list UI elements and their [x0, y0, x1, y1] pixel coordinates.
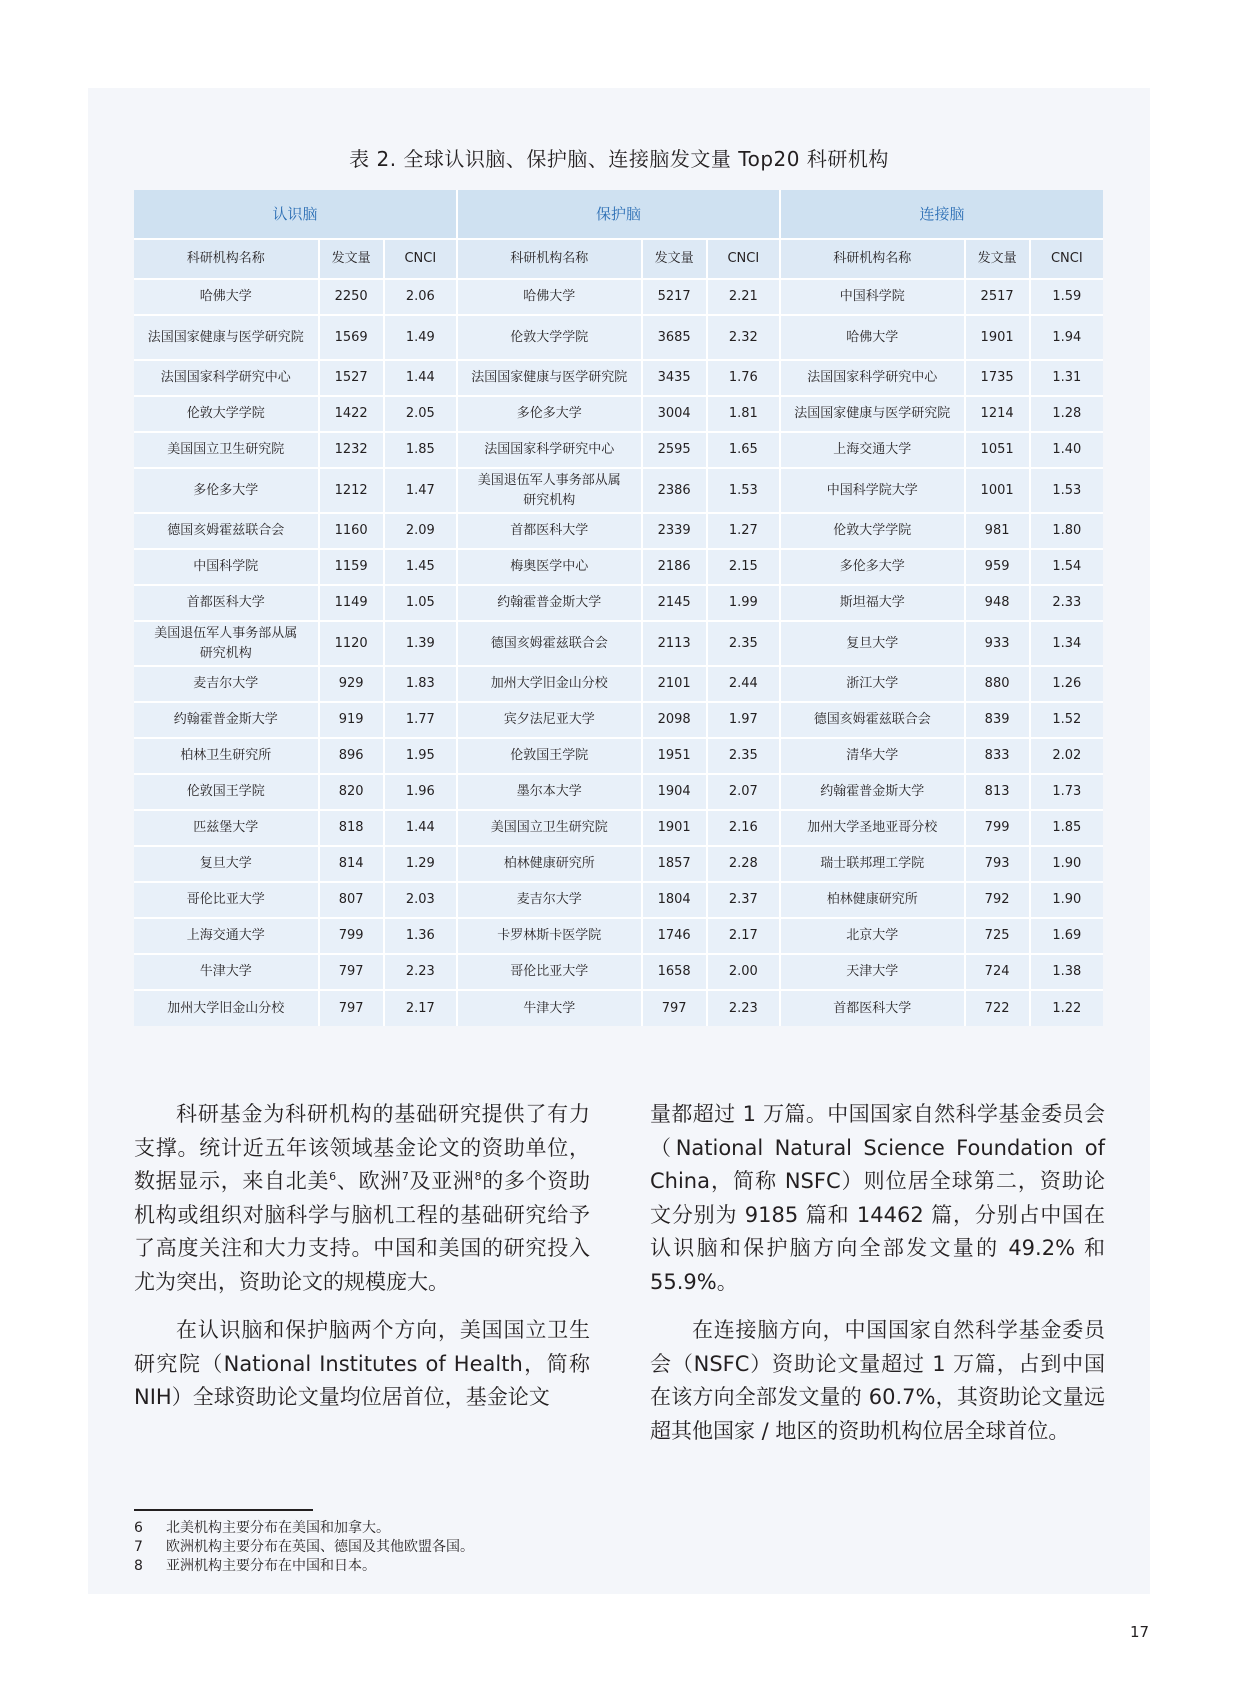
institution-cell: 首都医科大学	[134, 585, 319, 621]
count-cell: 833	[965, 738, 1030, 774]
cnci-cell: 1.44	[384, 360, 457, 396]
count-cell: 1901	[642, 810, 707, 846]
institution-cell: 美国退伍军人事务部从属 研究机构	[134, 621, 319, 666]
count-cell: 981	[965, 513, 1030, 549]
body-text-segment: 科研基金为科研机构的基础研究提供了有力支撑。统计近五年该领域基金论文的资助单位，数据显示，来自北美	[134, 1102, 590, 1193]
count-cell: 948	[965, 585, 1030, 621]
cnci-cell: 1.81	[707, 396, 780, 432]
count-cell: 1120	[319, 621, 384, 666]
institution-cell: 法国国家健康与医学研究院	[134, 315, 319, 360]
institution-cell: 伦敦大学学院	[134, 396, 319, 432]
count-cell: 1051	[965, 432, 1030, 468]
page-number: 17	[1130, 1623, 1150, 1641]
institution-cell: 法国国家健康与医学研究院	[780, 396, 965, 432]
cnci-cell: 1.69	[1030, 918, 1103, 954]
count-cell: 1214	[965, 396, 1030, 432]
institution-cell: 柏林健康研究所	[457, 846, 642, 882]
count-cell: 896	[319, 738, 384, 774]
institution-cell: 天津大学	[780, 954, 965, 990]
count-cell: 724	[965, 954, 1030, 990]
table-row	[134, 846, 1103, 882]
group-header-row	[134, 190, 1103, 239]
count-cell: 1951	[642, 738, 707, 774]
cnci-cell: 2.05	[384, 396, 457, 432]
count-cell: 2113	[642, 621, 707, 666]
institutions-table	[134, 190, 1103, 1026]
count-cell: 2386	[642, 468, 707, 513]
institution-cell: 德国亥姆霍兹联合会	[780, 702, 965, 738]
cnci-cell: 1.80	[1030, 513, 1103, 549]
cnci-cell: 1.73	[1030, 774, 1103, 810]
count-cell: 1212	[319, 468, 384, 513]
cnci-cell: 1.90	[1030, 846, 1103, 882]
institution-cell: 斯坦福大学	[780, 585, 965, 621]
count-cell: 792	[965, 882, 1030, 918]
table-title: 表 2. 全球认识脑、保护脑、连接脑发文量 Top20 科研机构	[349, 147, 889, 171]
count-cell: 1746	[642, 918, 707, 954]
count-cell: 797	[319, 990, 384, 1026]
footnote-ref-6: 6	[329, 1170, 337, 1183]
cnci-cell: 2.21	[707, 279, 780, 315]
cnci-cell: 1.96	[384, 774, 457, 810]
institution-cell: 卡罗林斯卡医学院	[457, 918, 642, 954]
cnci-cell: 2.09	[384, 513, 457, 549]
institution-cell: 多伦多大学	[780, 549, 965, 585]
institution-cell: 约翰霍普金斯大学	[457, 585, 642, 621]
count-cell: 2250	[319, 279, 384, 315]
footnote-number: 6	[134, 1520, 143, 1536]
count-cell: 799	[965, 810, 1030, 846]
column-header-count: 发文量	[319, 239, 384, 279]
institution-cell: 麦吉尔大学	[134, 666, 319, 702]
cnci-cell: 1.85	[1030, 810, 1103, 846]
count-cell: 1804	[642, 882, 707, 918]
cnci-cell: 1.05	[384, 585, 457, 621]
institution-cell: 美国国立卫生研究院	[134, 432, 319, 468]
count-cell: 1159	[319, 549, 384, 585]
cnci-cell: 1.76	[707, 360, 780, 396]
table-row	[134, 315, 1103, 360]
institution-cell: 梅奥医学中心	[457, 549, 642, 585]
cnci-cell: 1.44	[384, 810, 457, 846]
table-row	[134, 513, 1103, 549]
institution-cell: 复旦大学	[134, 846, 319, 882]
cnci-cell: 1.26	[1030, 666, 1103, 702]
cnci-cell: 1.97	[707, 702, 780, 738]
count-cell: 1160	[319, 513, 384, 549]
institution-cell: 墨尔本大学	[457, 774, 642, 810]
cnci-cell: 1.47	[384, 468, 457, 513]
table-row	[134, 468, 1103, 513]
cnci-cell: 1.53	[707, 468, 780, 513]
cnci-cell: 2.23	[384, 954, 457, 990]
institution-cell: 美国国立卫生研究院	[457, 810, 642, 846]
count-cell: 2186	[642, 549, 707, 585]
count-cell: 1904	[642, 774, 707, 810]
count-cell: 2339	[642, 513, 707, 549]
body-paragraph: 在认识脑和保护脑两个方向，美国国立卫生研究院（National Institutes of Health，简称 NIH）全球资助论文量均位居首位，基金论文	[134, 1318, 590, 1409]
table-row	[134, 810, 1103, 846]
footnote-text: 欧洲机构主要分布在英国、德国及其他欧盟各国。	[166, 1539, 474, 1555]
count-cell: 820	[319, 774, 384, 810]
institution-cell: 中国科学院大学	[780, 468, 965, 513]
column-header-institution: 科研机构名称	[457, 239, 642, 279]
institution-cell: 德国亥姆霍兹联合会	[457, 621, 642, 666]
count-cell: 919	[319, 702, 384, 738]
cnci-cell: 1.94	[1030, 315, 1103, 360]
cnci-cell: 2.17	[384, 990, 457, 1026]
institution-cell: 复旦大学	[780, 621, 965, 666]
cnci-cell: 1.40	[1030, 432, 1103, 468]
cnci-cell: 2.37	[707, 882, 780, 918]
cnci-cell: 1.83	[384, 666, 457, 702]
cnci-cell: 2.35	[707, 738, 780, 774]
footnote	[134, 1519, 834, 1538]
count-cell: 799	[319, 918, 384, 954]
institution-cell: 哈佛大学	[780, 315, 965, 360]
column-header-count: 发文量	[965, 239, 1030, 279]
column-header-cnci: CNCI	[384, 239, 457, 279]
cnci-cell: 1.22	[1030, 990, 1103, 1026]
institution-cell: 加州大学旧金山分校	[134, 990, 319, 1026]
group-header-cognition: 认识脑	[134, 190, 457, 239]
cnci-cell: 2.23	[707, 990, 780, 1026]
cnci-cell: 1.34	[1030, 621, 1103, 666]
cnci-cell: 1.90	[1030, 882, 1103, 918]
institution-cell: 柏林健康研究所	[780, 882, 965, 918]
institution-cell: 伦敦国王学院	[134, 774, 319, 810]
table-row	[134, 702, 1103, 738]
table-row	[134, 738, 1103, 774]
cnci-cell: 2.15	[707, 549, 780, 585]
count-cell: 933	[965, 621, 1030, 666]
institution-cell: 德国亥姆霍兹联合会	[134, 513, 319, 549]
institution-cell: 瑞士联邦理工学院	[780, 846, 965, 882]
cnci-cell: 2.03	[384, 882, 457, 918]
institution-cell: 哥伦比亚大学	[134, 882, 319, 918]
body-paragraph: 在连接脑方向，中国国家自然科学基金委员会（NSFC）资助论文量超过 1 万篇，占到中国在该方向全部发文量的 60.7%，其资助论文量远超其他国家 / 地区的资助机构位居全球首位。	[650, 1318, 1105, 1443]
cnci-cell: 1.99	[707, 585, 780, 621]
group-header-connection: 连接脑	[780, 190, 1103, 239]
count-cell: 1149	[319, 585, 384, 621]
institution-cell: 多伦多大学	[457, 396, 642, 432]
institution-cell: 匹兹堡大学	[134, 810, 319, 846]
column-header-row	[134, 239, 1103, 279]
cnci-cell: 2.35	[707, 621, 780, 666]
cnci-cell: 1.59	[1030, 279, 1103, 315]
institution-cell: 北京大学	[780, 918, 965, 954]
count-cell: 813	[965, 774, 1030, 810]
count-cell: 807	[319, 882, 384, 918]
body-text-segment: 、欧洲	[336, 1169, 402, 1193]
column-header-institution: 科研机构名称	[134, 239, 319, 279]
table-row	[134, 585, 1103, 621]
column-header-institution: 科研机构名称	[780, 239, 965, 279]
count-cell: 2517	[965, 279, 1030, 315]
count-cell: 3685	[642, 315, 707, 360]
cnci-cell: 1.36	[384, 918, 457, 954]
institution-cell: 法国国家科学研究中心	[457, 432, 642, 468]
institution-cell: 哈佛大学	[457, 279, 642, 315]
count-cell: 1527	[319, 360, 384, 396]
institution-cell: 伦敦国王学院	[457, 738, 642, 774]
table-row	[134, 954, 1103, 990]
count-cell: 1569	[319, 315, 384, 360]
count-cell: 814	[319, 846, 384, 882]
footnote	[134, 1538, 834, 1557]
table-row	[134, 918, 1103, 954]
table-row	[134, 990, 1103, 1026]
table-body	[134, 279, 1103, 1026]
cnci-cell: 2.33	[1030, 585, 1103, 621]
cnci-cell: 1.95	[384, 738, 457, 774]
footnote-number: 7	[134, 1539, 143, 1555]
table-row	[134, 882, 1103, 918]
column-header-cnci: CNCI	[707, 239, 780, 279]
institution-cell: 多伦多大学	[134, 468, 319, 513]
cnci-cell: 2.16	[707, 810, 780, 846]
table-row	[134, 666, 1103, 702]
footnote-ref-8: 8	[474, 1170, 482, 1183]
cnci-cell: 1.54	[1030, 549, 1103, 585]
institution-cell: 哈佛大学	[134, 279, 319, 315]
count-cell: 1001	[965, 468, 1030, 513]
cnci-cell: 2.00	[707, 954, 780, 990]
institution-cell: 宾夕法尼亚大学	[457, 702, 642, 738]
institution-cell: 约翰霍普金斯大学	[134, 702, 319, 738]
count-cell: 1857	[642, 846, 707, 882]
footnote-text: 亚洲机构主要分布在中国和日本。	[166, 1558, 376, 1574]
count-cell: 880	[965, 666, 1030, 702]
body-paragraph	[134, 1098, 590, 1299]
count-cell: 5217	[642, 279, 707, 315]
count-cell: 959	[965, 549, 1030, 585]
institution-cell: 法国国家科学研究中心	[134, 360, 319, 396]
institution-cell: 中国科学院	[780, 279, 965, 315]
institution-cell: 清华大学	[780, 738, 965, 774]
count-cell: 2101	[642, 666, 707, 702]
body-text-segment: 的多个资助机构或组织对脑科学与脑机工程的基础研究给予了高度关注和大力支持。中国和美国的研究投入尤为突出，资助论文的规模庞大。	[134, 1169, 591, 1294]
cnci-cell: 2.44	[707, 666, 780, 702]
cnci-cell: 1.39	[384, 621, 457, 666]
cnci-cell: 1.53	[1030, 468, 1103, 513]
cnci-cell: 1.31	[1030, 360, 1103, 396]
footnote-rule	[134, 1509, 313, 1511]
count-cell: 2098	[642, 702, 707, 738]
column-header-cnci: CNCI	[1030, 239, 1103, 279]
cnci-cell: 2.07	[707, 774, 780, 810]
footnotes	[134, 1519, 834, 1576]
footnote-ref-7: 7	[401, 1170, 409, 1183]
cnci-cell: 2.06	[384, 279, 457, 315]
cnci-cell: 1.29	[384, 846, 457, 882]
institution-cell: 首都医科大学	[457, 513, 642, 549]
institution-cell: 上海交通大学	[780, 432, 965, 468]
institution-cell: 法国国家科学研究中心	[780, 360, 965, 396]
count-cell: 1422	[319, 396, 384, 432]
institution-cell: 上海交通大学	[134, 918, 319, 954]
institution-cell: 加州大学圣地亚哥分校	[780, 810, 965, 846]
institution-cell: 浙江大学	[780, 666, 965, 702]
count-cell: 839	[965, 702, 1030, 738]
count-cell: 3004	[642, 396, 707, 432]
table-row	[134, 360, 1103, 396]
cnci-cell: 1.77	[384, 702, 457, 738]
cnci-cell: 1.85	[384, 432, 457, 468]
table-row	[134, 774, 1103, 810]
body-paragraph: 量都超过 1 万篇。中国国家自然科学基金委员会（National Natural Science Foundation of China，简称 NSFC）则位居全球第二，资助论文分别为 9185 篇和 14462 篇，分别占中国在认识脑和保护脑方向全部发文量的 49.2% 和 55.9%。	[650, 1102, 1105, 1294]
institution-cell: 加州大学旧金山分校	[457, 666, 642, 702]
count-cell: 818	[319, 810, 384, 846]
institution-cell: 牛津大学	[457, 990, 642, 1026]
footnote	[134, 1557, 834, 1576]
cnci-cell: 1.28	[1030, 396, 1103, 432]
institution-cell: 美国退伍军人事务部从属 研究机构	[457, 468, 642, 513]
cnci-cell: 1.27	[707, 513, 780, 549]
cnci-cell: 2.17	[707, 918, 780, 954]
cnci-cell: 1.52	[1030, 702, 1103, 738]
institution-cell: 伦敦大学学院	[780, 513, 965, 549]
institution-cell: 牛津大学	[134, 954, 319, 990]
institution-cell: 哥伦比亚大学	[457, 954, 642, 990]
institution-cell: 柏林卫生研究所	[134, 738, 319, 774]
footnote-text: 北美机构主要分布在美国和加拿大。	[166, 1520, 390, 1536]
cnci-cell: 1.49	[384, 315, 457, 360]
count-cell: 722	[965, 990, 1030, 1026]
body-text-segment: 及亚洲	[408, 1169, 475, 1193]
cnci-cell: 1.45	[384, 549, 457, 585]
table-row	[134, 396, 1103, 432]
group-header-protection: 保护脑	[457, 190, 780, 239]
count-cell: 1901	[965, 315, 1030, 360]
count-cell: 3435	[642, 360, 707, 396]
cnci-cell: 2.02	[1030, 738, 1103, 774]
cnci-cell: 1.65	[707, 432, 780, 468]
count-cell: 929	[319, 666, 384, 702]
table-row	[134, 621, 1103, 666]
institution-cell: 伦敦大学学院	[457, 315, 642, 360]
institution-cell: 约翰霍普金斯大学	[780, 774, 965, 810]
footnote-number: 8	[134, 1558, 143, 1574]
count-cell: 2145	[642, 585, 707, 621]
body-column-left	[134, 1098, 590, 1415]
institution-cell: 首都医科大学	[780, 990, 965, 1026]
count-cell: 793	[965, 846, 1030, 882]
column-header-count: 发文量	[642, 239, 707, 279]
count-cell: 725	[965, 918, 1030, 954]
count-cell: 1232	[319, 432, 384, 468]
count-cell: 1658	[642, 954, 707, 990]
table-row	[134, 432, 1103, 468]
count-cell: 1735	[965, 360, 1030, 396]
cnci-cell: 1.38	[1030, 954, 1103, 990]
cnci-cell: 2.32	[707, 315, 780, 360]
institution-cell: 中国科学院	[134, 549, 319, 585]
cnci-cell: 2.28	[707, 846, 780, 882]
table-row	[134, 549, 1103, 585]
count-cell: 2595	[642, 432, 707, 468]
institution-cell: 法国国家健康与医学研究院	[457, 360, 642, 396]
institution-cell: 麦吉尔大学	[457, 882, 642, 918]
body-column-right	[650, 1098, 1105, 1448]
count-cell: 797	[642, 990, 707, 1026]
count-cell: 797	[319, 954, 384, 990]
table-row	[134, 279, 1103, 315]
